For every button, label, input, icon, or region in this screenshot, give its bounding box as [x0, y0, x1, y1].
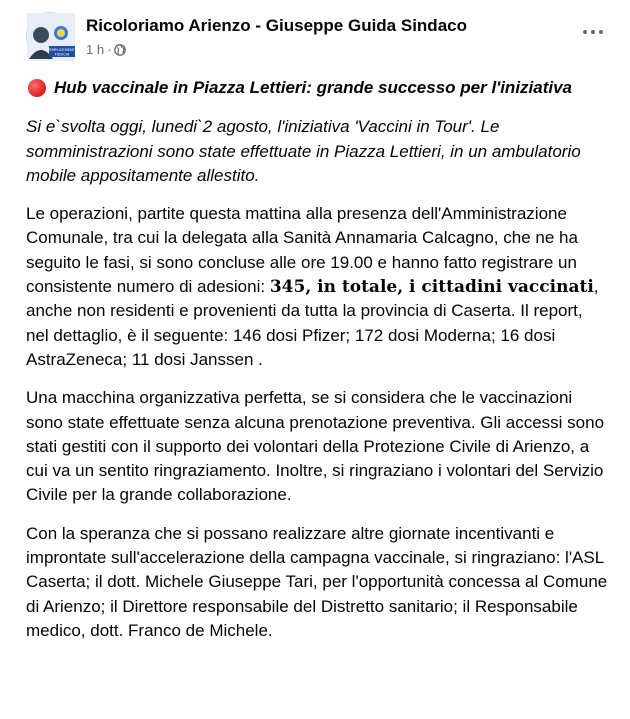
- globe-icon[interactable]: [114, 44, 126, 56]
- avatar-caption-top: SEMPLICEMENTE: [46, 48, 78, 52]
- more-options-icon[interactable]: [579, 22, 607, 42]
- post-meta: [86, 42, 126, 57]
- paragraph-1-end: , anche non residenti e provenienti da tutta la provincia di Caserta. Il report, nel dettaglio, è il seguente: 146 dosi Pfizer; 172 dosi Moderna; 16 dosi AstraZeneca; 11 dosi Janssen .: [26, 277, 599, 369]
- avatar-caption-bottom: FIDUCIA: [54, 52, 70, 57]
- post-time[interactable]: 1 h: [86, 42, 105, 57]
- paragraph-1: [26, 202, 609, 372]
- post-headline: [26, 76, 609, 100]
- post-header: [26, 0, 609, 72]
- paragraph-3: Con la speranza che si possano realizzare altre giornate incentivanti e improntate sull'accelerazione della campagna vaccinale, si ringraziano: l'ASL Caserta; il dott. Michele Giuseppe Tari, per l'opportunità concessa al Comune di Arienzo; il Direttore responsabile del Distretto sanitario; il Responsabile medico, dott. Franco de Michele.: [26, 523, 608, 640]
- headline-title: Hub vaccinale in Piazza Lettieri: [54, 78, 307, 97]
- red-circle-icon: [28, 79, 46, 97]
- avatar[interactable]: [26, 12, 78, 60]
- headline-rest: : grande successo per l'iniziativa: [306, 78, 573, 97]
- avatar-image: [27, 13, 78, 61]
- paragraph-2: Una macchina organizzativa perfetta, se si considera che le vaccinazioni sono state effettuate senza alcuna prenotazione preventiva. Gli accessi sono stati gestiti con il supporto dei volontari della Protezione Civile di Arienzo, a cui va un sentito ringraziamento. Inoltre, si ringraziano i volontari del Servizio Civile per la grande collaborazione.: [26, 388, 605, 505]
- paragraph-1-start: Le operazioni, partite questa mattina alla presenza dell'Amministrazione Comunale, tra cui la delegata alla Sanità Annamaria Calcagno, che ne ha seguito le fasi, si sono concluse alle ore 19.00 e hanno fatto registrare un consistente numero di adesioni:: [26, 204, 578, 297]
- meta-separator: ·: [107, 42, 112, 57]
- lead-paragraph: Si e`svolta oggi, lunedi`2 agosto, l'iniziativa 'Vaccini in Tour'. Le somministrazioni sono state effettuate in Piazza Lettieri, in un ambulatorio mobile appositamente allestito.: [26, 117, 581, 185]
- author-name[interactable]: Ricoloriamo Arienzo - Giuseppe Guida Sindaco: [86, 16, 467, 35]
- post-body: [26, 76, 609, 643]
- vaccinated-total: 345, in totale, i cittadini vaccinati: [269, 277, 594, 298]
